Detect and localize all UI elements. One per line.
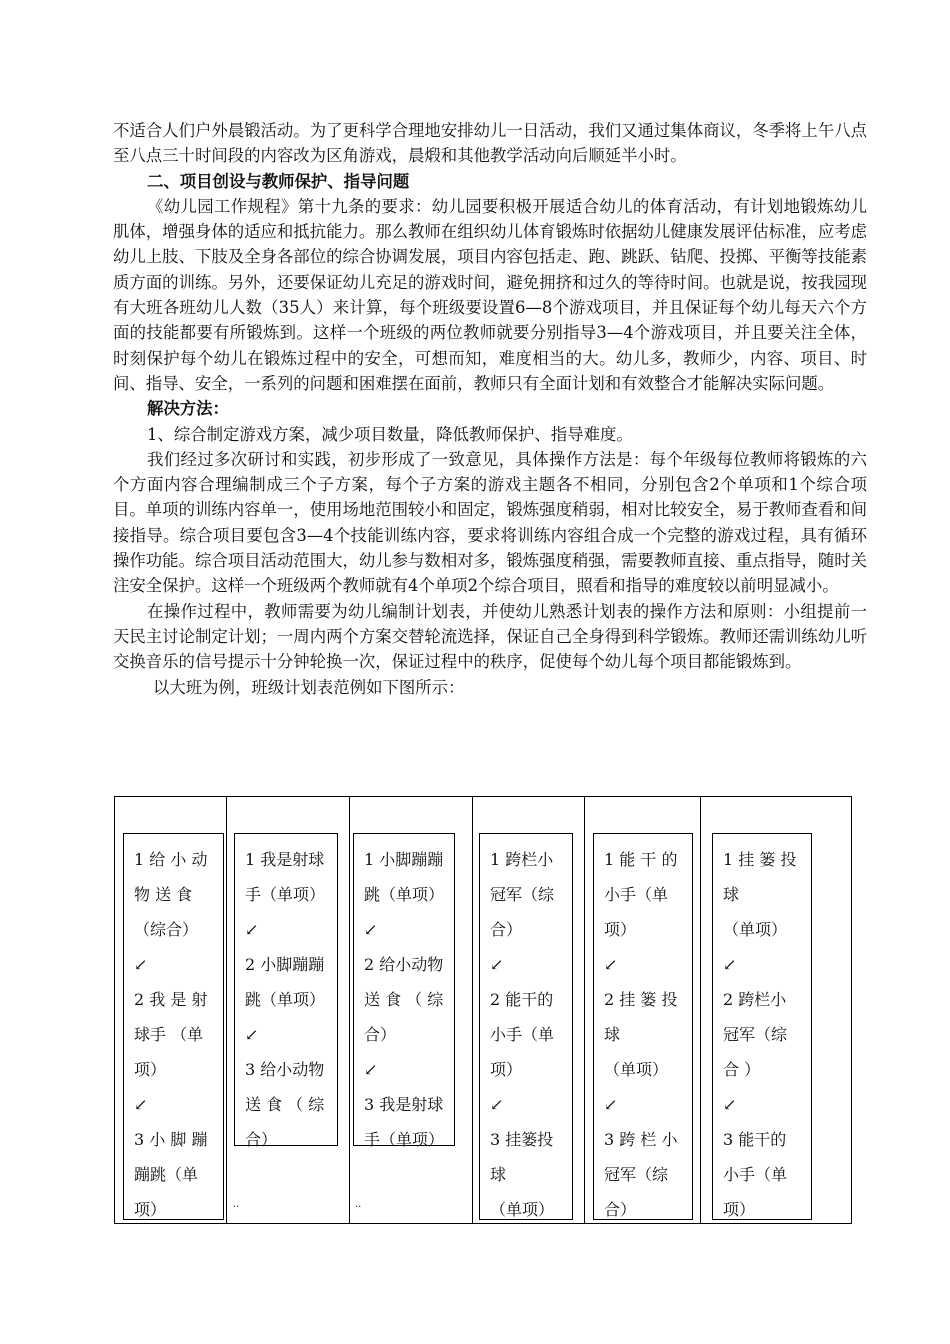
plan-box-line: （综合） [134,920,199,939]
plan-box-line: 蹦跳（单 [134,1165,199,1184]
plan-box-line: 球 [604,1025,621,1044]
plan-box-line: 小手（单 [723,1165,788,1184]
plan-box-line: （单项） [490,1200,555,1219]
table-mark: .. [233,1199,240,1210]
plan-box-line: 合） [245,1130,278,1149]
plan-box-line: 合） [604,1200,637,1219]
plan-box-line: ↙ [245,1025,259,1044]
column-divider [584,797,585,1223]
paragraph-1: 不适合人们户外晨锻活动。为了更科学合理地安排幼儿一日活动，我们又通过集体商议，冬季将上午八点至八点三十时间段的内容改为区角游戏，晨煅和其他教学活动向后顺延半小时。 [113,121,867,166]
plan-box-line: 3 我是射球 [364,1095,444,1114]
plan-box-line: 2 我 是 射 [134,990,208,1009]
paragraph-2: 《幼儿园工作规程》第十九条的要求：幼儿园要积极开展适合幼儿的体育活动，有计划地锻炼幼儿肌体，增强身体的适应和抵抗能力。那么教师在组织幼儿体育锻炼时依据幼儿健康发展评估标准，应考虑幼儿上肢、下肢及全身各部位的综合协调发展，项目内容包括走、跑、跳跃、钻爬、投掷、平衡等技能素质方面的训练。另外，还要保证幼儿充足的游戏时间，避免拥挤和过久的等待时间。也就是说，按我园现有大班各班幼儿人数（35人）来计算，每个班级要设置6—8个游戏项目，并且保证每个幼儿每天六个方面的技能都要有所锻炼到。这样一个班级的两位教师就要分别指导3—4个游戏项目，并且要关注全体，时刻保护每个幼儿在锻炼过程中的安全，可想而知，难度相当的大。幼儿多，教师少，内容、项目、时间、指导、安全，一系列的问题和困难摆在面前，教师只有全面计划和有效整合才能解决实际问题。 [113,196,867,393]
plan-box-line: 项） [134,1200,167,1219]
plan-box-line: 合） [490,920,523,939]
plan-box-line: 2 跨栏小 [723,990,787,1009]
plan-box-line: 2 给小动物 [364,955,444,974]
plan-box-3 [353,833,455,1149]
plan-box-line: ↙ [490,955,504,974]
plan-box-4 [479,833,573,1220]
plan-box-line: 1 给 小 动 [134,850,208,869]
plan-box-line: 冠军（综 [604,1165,669,1184]
plan-box-line: 1 挂 篓 投 [723,850,797,869]
class-plan-table [114,796,852,1224]
plan-box-line: ↙ [490,1095,504,1114]
plan-box-5 [593,833,693,1220]
plan-box-line: 小手（单 [604,885,669,904]
plan-box-line: 3 跨 栏 小 [604,1130,678,1149]
plan-box-line: 项） [723,1200,756,1219]
plan-box-1 [123,833,224,1220]
plan-box-line: 2 能干的 [490,990,554,1009]
column-divider [349,797,350,1223]
plan-box-line: 项） [134,1060,167,1079]
paragraph-4: 我们经过多次研讨和实践，初步形成了一致意见，具体操作方法是：每个年级每位教师将锻炼的六个方面内容合理编制成三个子方案，每个子方案的游戏主题各不相同，分别包含2个单项和1个综合项目。单项的训练内容单一，使用场地范围较小和固定，锻炼强度稍弱，相对比较安全，易于教师查看和间接指导。综合项目要包含3—4个技能训练内容，要求将训练内容组合成一个完整的游戏过程，具有循环操作功能。综合项目活动范围大，幼儿参与数相对多，锻炼强度稍强，需要教师直接、重点指导，随时关注安全保护。这样一个班级两个教师就有4个单项2个综合项目，照看和指导的难度较以前明显减小。 [113,449,867,596]
plan-box-line: 送 食 （ 综 [245,1095,325,1114]
solution-heading: 解决方法： [147,399,229,419]
plan-box-line: 小手（单 [490,1025,555,1044]
plan-box-line: 球手 （单 [134,1025,204,1044]
plan-box-line: （单项） [723,920,788,939]
plan-box-line: 3 小 脚 蹦 [134,1130,208,1149]
plan-box-2 [234,833,338,1149]
plan-box-line: 3 挂篓投 [490,1130,554,1149]
paragraph-3: 1、综合制定游戏方案，减少项目数量，降低教师保护、指导难度。 [147,424,633,444]
plan-box-6 [712,833,812,1220]
plan-box-line: 1 能 干 的 [604,850,678,869]
plan-box-line: ↙ [134,1095,148,1114]
plan-box-line: 项） [490,1060,523,1079]
plan-box-line: 送 食 （ 综 [364,990,444,1009]
plan-box-line: （单项） [604,1060,669,1079]
plan-box-line: 手（单项） [245,885,326,904]
table-mark: .. [355,1199,362,1210]
plan-box-line: 冠军（综 [723,1025,788,1044]
plan-box-line: ↙ [364,1060,378,1079]
plan-box-line: 1 跨栏小 [490,850,554,869]
plan-box-line: 1 我是射球 [245,850,325,869]
plan-box-line: 手（单项） [364,1130,445,1149]
plan-box-line: 物 送 食 [134,885,193,904]
plan-box-line: ↙ [723,955,737,974]
plan-box-line: 1 小脚蹦蹦 [364,850,444,869]
plan-box-line: 项） [604,920,637,939]
plan-box-line: 跳（单项） [364,885,445,904]
plan-box-line: 2 挂 篓 投 [604,990,678,1009]
plan-box-line: 合） [364,1025,397,1044]
column-divider [226,797,227,1223]
plan-box-line: 合 ） [723,1060,761,1079]
plan-box-line: 3 能干的 [723,1130,787,1149]
plan-box-line: ↙ [604,955,618,974]
plan-box-line: ↙ [245,920,259,939]
plan-box-line: 冠军（综 [490,885,555,904]
plan-box-line: 球 [490,1165,507,1184]
plan-box-line: 2 小脚蹦蹦 [245,955,325,974]
table-caption: 以大班为例，班级计划表范例如下图所示： [153,677,465,697]
plan-box-line: ↙ [364,920,378,939]
section-heading-2: 二、项目创设与教师保护、指导问题 [147,171,410,191]
plan-box-line: 3 给小动物 [245,1060,325,1079]
plan-box-line: 跳（单项） [245,990,326,1009]
plan-box-line: ↙ [604,1095,618,1114]
column-divider [472,797,473,1223]
plan-box-line: ↙ [723,1095,737,1114]
plan-box-line: ↙ [134,955,148,974]
plan-box-line: 球 [723,885,740,904]
paragraph-5: 在操作过程中，教师需要为幼儿编制计划表，并使幼儿熟悉计划表的操作方法和原则：小组提前一天民主讨论制定计划；一周内两个方案交替轮流选择，保证自己全身得到科学锻炼。教师还需训练幼儿听交换音乐的信号提示十分钟轮换一次，保证过程中的秩序，促使每个幼儿每个项目都能锻炼到。 [113,601,867,672]
document-body [113,118,867,700]
column-divider [700,797,701,1223]
